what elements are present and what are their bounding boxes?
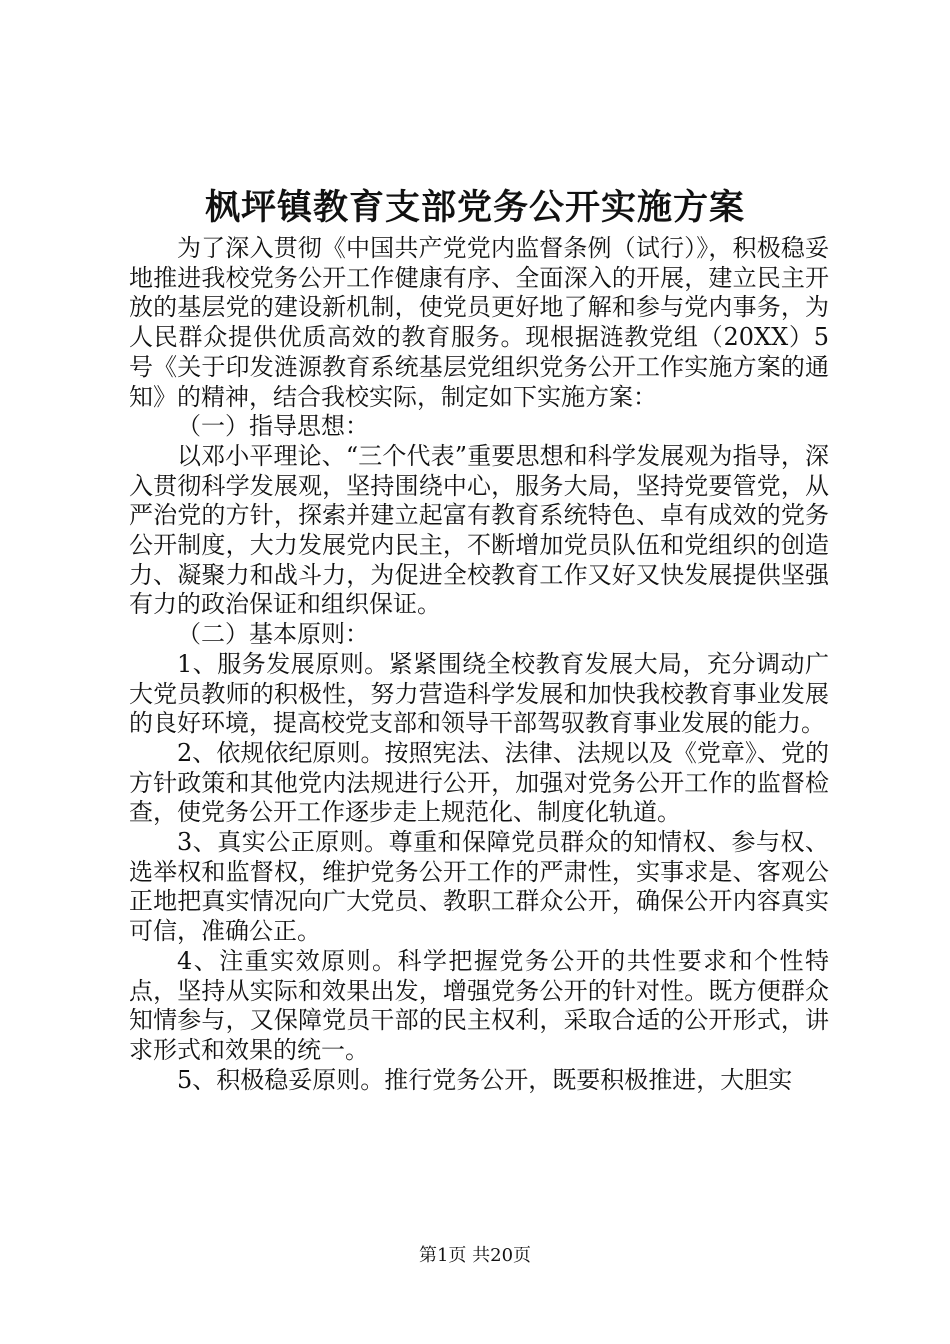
page-number-label: 第1页 共20页: [418, 1245, 532, 1266]
section-heading-basic-principles: （二）基本原则：: [177, 620, 369, 649]
paragraph-principle-1: 1、服务发展原则。紧紧围绕全校教育发展大局，充分调动广大党员教师的积极性，努力营造科学发展和加快我校教育事业发展的良好环境，提高校党支部和领导干部驾驭教育事业发展的能力。: [129, 649, 829, 738]
paragraph-principle-5: 5、积极稳妥原则。推行党务公开，既要积极推进，大胆实: [177, 1065, 793, 1094]
paragraph-intro: 为了深入贯彻《中国共产党党内监督条例（试行）》，积极稳妥地推进我校党务公开工作健康有序、全面深入的开展，建立民主开放的基层党的建设新机制，使党员更好地了解和参与党内事务，为人民群众提供优质高效的教育服务。现根据涟教党组（20XX）5号《关于印发涟源教育系统基层党组织党务公开工作实施方案的通知》的精神，结合我校实际，制定如下实施方案：: [129, 234, 829, 411]
document-body: [129, 234, 829, 1095]
paragraph-principle-3: 3、真实公正原则。尊重和保障党员群众的知情权、参与权、选举权和监督权，维护党务公开工作的严肃性，实事求是、客观公正地把真实情况向广大党员、教职工群众公开，确保公开内容真实可信，准确公正。: [129, 828, 829, 946]
paragraph-guiding-ideology: 以邓小平理论、“三个代表”重要思想和科学发展观为指导，深入贯彻科学发展观，坚持围绕中心，服务大局，坚持党要管党，从严治党的方针，探索并建立起富有教育系统特色、卓有成效的党务公开制度，大力发展党内民主，不断增加党员队伍和党组织的创造力、凝聚力和战斗力，为促进全校教育工作又好又快发展提供坚强有力的政治保证和组织保证。: [129, 441, 829, 619]
page-footer: [0, 1244, 950, 1268]
paragraph-principle-4: 4、注重实效原则。科学把握党务公开的共性要求和个性特点，坚持从实际和效果出发，增强党务公开的针对性。既方便群众知情参与，又保障党员干部的民主权利，采取合适的公开形式，讲求形式和效果的统一。: [129, 946, 829, 1064]
section-heading-guiding-ideology: （一）指导思想：: [177, 412, 369, 441]
paragraph-principle-2: 2、依规依纪原则。按照宪法、法律、法规以及《党章》、党的方针政策和其他党内法规进行公开，加强对党务公开工作的监督检查，使党务公开工作逐步走上规范化、制度化轨道。: [129, 738, 829, 827]
document-title: 枫坪镇教育支部党务公开实施方案: [204, 187, 745, 228]
